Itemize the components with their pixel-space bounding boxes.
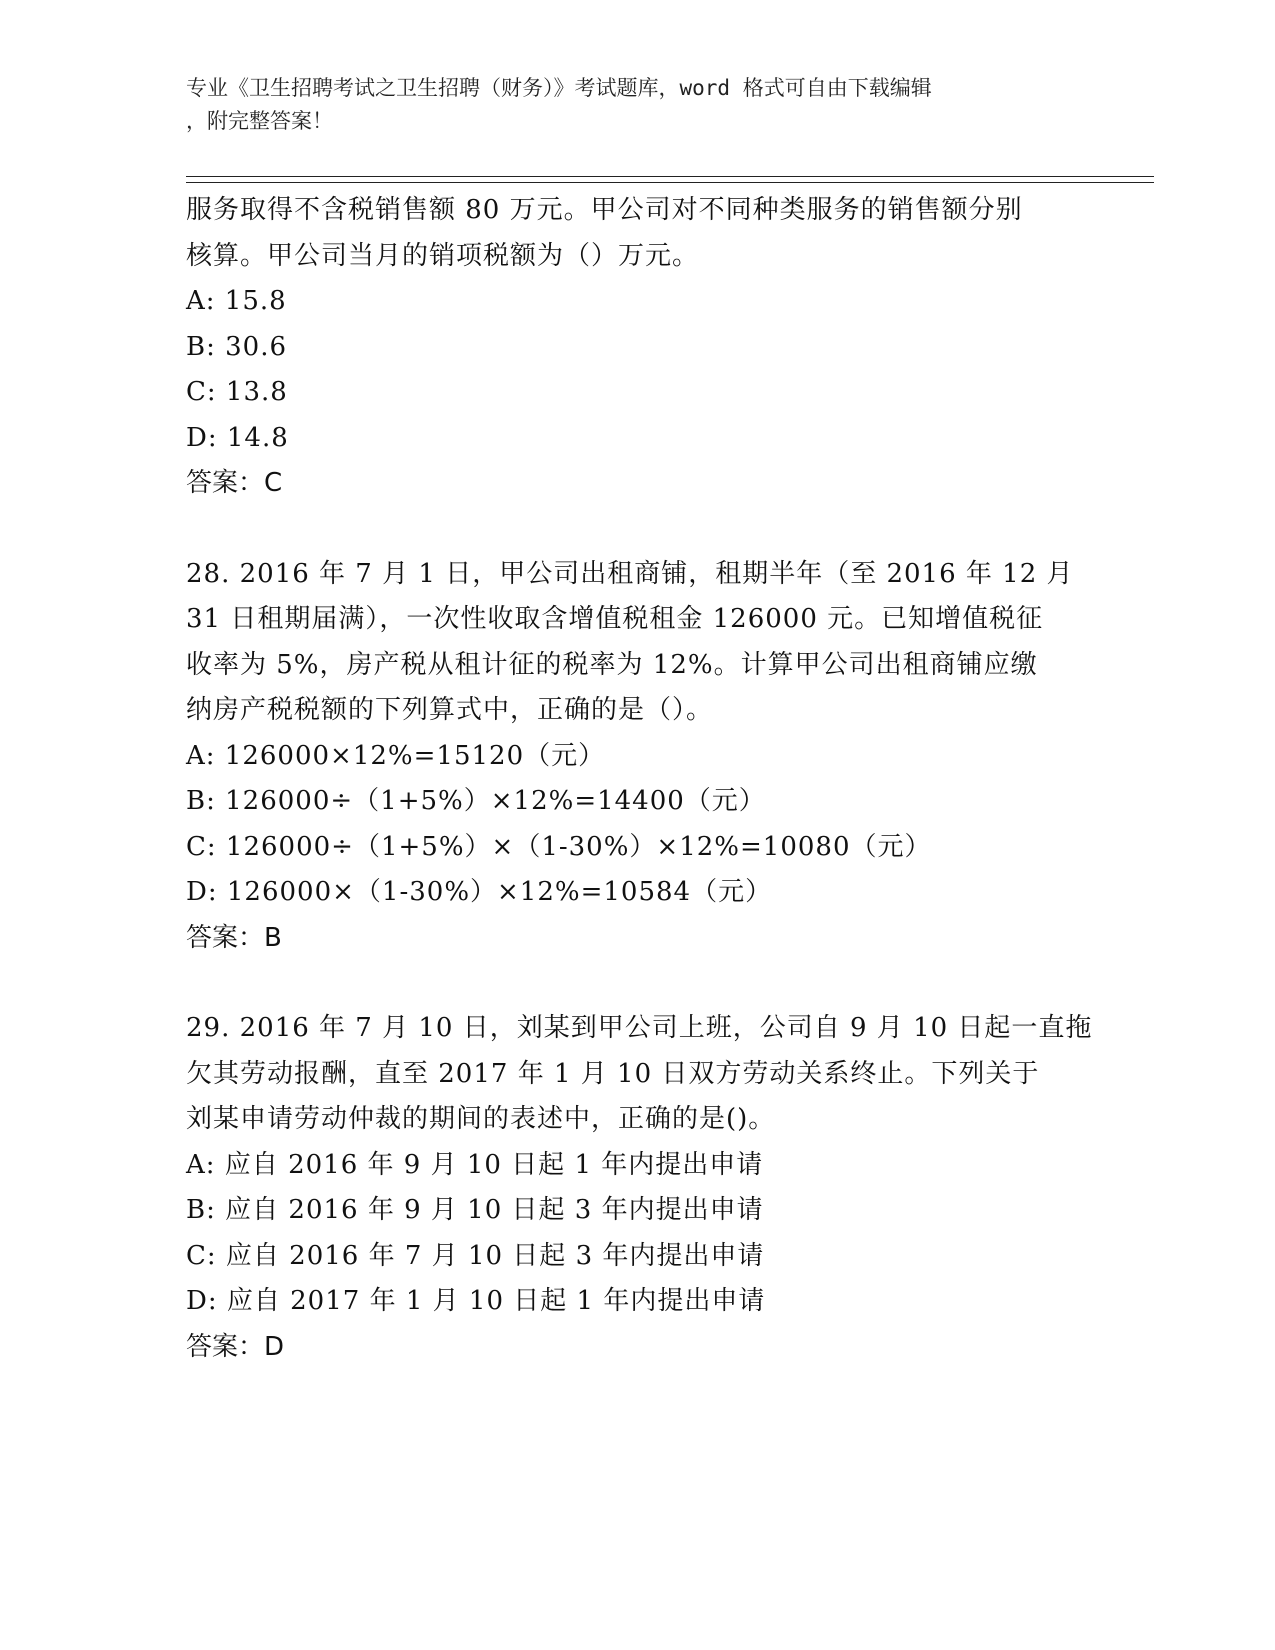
question-28-stem-line-4: 纳房产税税额的下列算式中，正确的是（）。 — [186, 695, 714, 725]
question-28 — [186, 552, 1086, 962]
question-27-option-d: D: 14.8 — [186, 422, 289, 453]
question-28-stem-line-2: 31 日租期届满），一次性收取含增值税租金 126000 元。已知增值税征 — [186, 604, 1044, 634]
spacer — [186, 961, 1086, 1006]
question-28-option-c: C: 126000÷（1+5%）×（1-30%）×12%=10080（元） — [186, 831, 932, 862]
question-28-stem-line-1: 28. 2016 年 7 月 1 日，甲公司出租商铺，租期半年（至 2016 年 12 月 — [186, 558, 1074, 589]
question-27-answer: 答案：C — [186, 468, 283, 498]
question-29-answer: 答案：D — [186, 1331, 285, 1362]
question-27 — [186, 188, 1086, 507]
question-29-option-c: C: 应自 2016 年 7 月 10 日起 3 年内提出申请 — [186, 1240, 765, 1271]
question-29-stem-line-1: 29. 2016 年 7 月 10 日，刘某到甲公司上班，公司自 9 月 10 日起一直拖 — [186, 1013, 1093, 1043]
question-29-option-b: B: 应自 2016 年 9 月 10 日起 3 年内提出申请 — [186, 1195, 764, 1225]
question-28-answer: 答案：B — [186, 922, 282, 953]
header-title-line-1: 专业《卫生招聘考试之卫生招聘（财务）》考试题库，word 格式可自由下载编辑 — [186, 76, 932, 100]
question-27-option-b: B: 30.6 — [186, 331, 288, 362]
spacer — [186, 507, 1086, 552]
header-divider — [186, 176, 1154, 183]
question-27-stem-line-1: 服务取得不含税销售额 80 万元。甲公司对不同种类服务的销售额分别 — [186, 195, 1023, 225]
question-28-option-b: B: 126000÷（1+5%）×12%=14400（元） — [186, 786, 766, 816]
question-27-option-c: C: 13.8 — [186, 377, 288, 407]
question-29 — [186, 1006, 1093, 1370]
document-body — [186, 188, 1093, 1370]
header-title-line-2: ，附完整答案！ — [186, 109, 333, 133]
question-29-option-d: D: 应自 2017 年 1 月 10 日起 1 年内提出申请 — [186, 1286, 766, 1316]
page-header — [186, 72, 1086, 138]
question-28-stem-line-3: 收率为 5%，房产税从租计征的税率为 12%。计算甲公司出租商铺应缴 — [186, 649, 1038, 680]
question-27-stem-line-2: 核算。甲公司当月的销项税额为（）万元。 — [186, 240, 700, 271]
question-29-option-a: A: 应自 2016 年 9 月 10 日起 1 年内提出申请 — [186, 1149, 764, 1180]
question-28-option-a: A: 126000×12%=15120（元） — [186, 740, 606, 771]
question-28-option-d: D: 126000×（1-30%）×12%=10584（元） — [186, 877, 773, 907]
question-29-stem-line-3: 刘某申请劳动仲裁的期间的表述中，正确的是()。 — [186, 1104, 776, 1134]
question-29-stem-line-2: 欠其劳动报酬，直至 2017 年 1 月 10 日双方劳动关系终止。下列关于 — [186, 1058, 1040, 1089]
question-27-option-a: A: 15.8 — [186, 286, 287, 316]
